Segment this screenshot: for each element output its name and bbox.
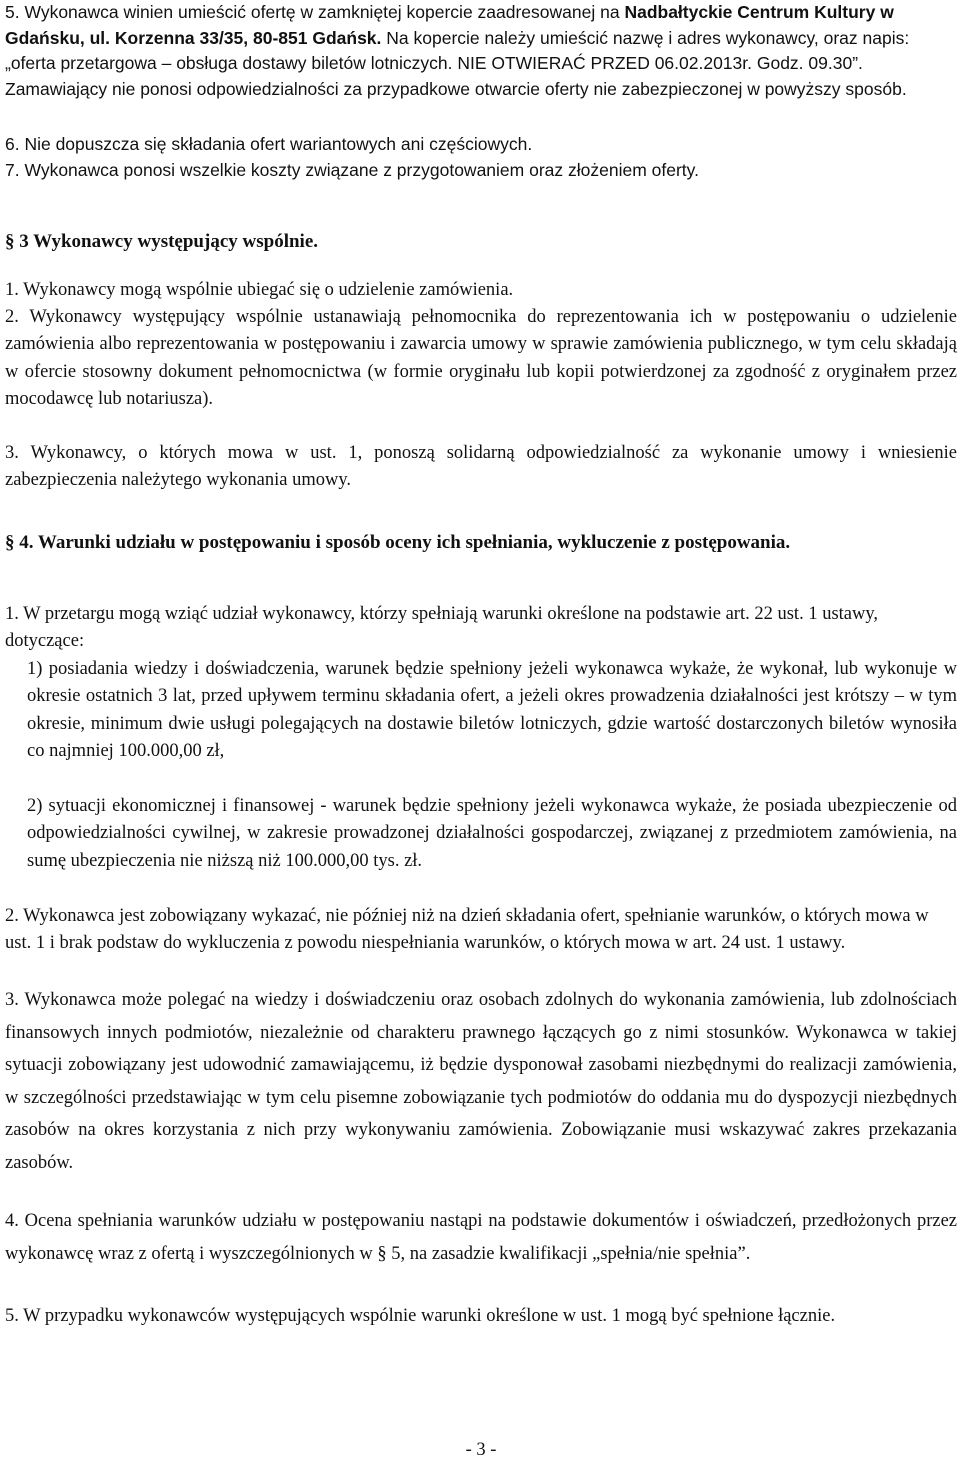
section-3-item-1: 1. Wykonawcy mogą wspólnie ubiegać się o udzielenie zamówienia. <box>5 280 514 300</box>
section-4-item-2: 2. Wykonawca jest zobowiązany wykazać, nie później niż na dzień składania ofert, spełnianie warunków, o których mowa w ust. 1 i brak podstaw do wykluczenia z powodu niespełniania warunków, o których mowa w art. 24 ust. 1 ustawy. <box>5 906 929 954</box>
section-3-item-3: 3. Wykonawcy, o których mowa w ust. 1, ponoszą solidarną odpowiedzialność za wykonanie umowy i wniesienie zabezpieczenia należytego wykonania umowy. <box>5 443 957 491</box>
section-4-heading: § 4. Warunki udziału w postępowaniu i sposób oceny ich spełniania, wykluczenie z postępowania. <box>5 532 791 553</box>
section-4-item-1: 1. W przetargu mogą wziąć udział wykonawcy, którzy spełniają warunki określone na podstawie art. 22 ust. 1 ustawy, dotyczące: <box>5 604 879 652</box>
section-4-item-3: 3. Wykonawca może polegać na wiedzy i doświadczeniu oraz osobach zdolnych do wykonania zamówienia, lub zdolnościach finansowych innych podmiotów, niezależnie od charakteru prawnego łączących go z nimi stosunków. Wykonawca w takiej sytuacji zobowiązany jest udowodnić zamawiającemu, iż będzie dysponował zasobami niezbędnymi do realizacji zamówienia, w szczególności przedstawiając w tym celu pisemne zobowiązanie tych podmiotów do oddania mu do dyspozycji niezbędnych zasobów na okres korzystania z nich przy wykonywaniu zamówienia. Zobowiązanie musi wskazywać zakres przekazania zasobów. <box>5 990 957 1173</box>
section-4-sub-2: 2) sytuacji ekonomicznej i finansowej - warunek będzie spełniony jeżeli wykonawca wykaże, że posiada ubezpieczenie od odpowiedzialności cywilnej, w zakresie prowadzonej działalności gospodarczej, związanej z przedmiotem zamówienia, na sumę ubezpieczenia nie niższą niż 100.000,00 tys. zł. <box>27 796 957 871</box>
paragraph-7: 7. Wykonawca ponosi wszelkie koszty związane z przygotowaniem oraz złożeniem oferty. <box>5 160 699 180</box>
section-3-heading: § 3 Wykonawcy występujący wspólnie. <box>5 231 318 252</box>
section-4-sub-1: 1) posiadania wiedzy i doświadczenia, warunek będzie spełniony jeżeli wykonawca wykaże, że wykonał, lub wykonuje w okresie ostatnich 3 lat, przed upływem terminu składania ofert, a jeżeli okres prowadzenia działalności jest krótszy – w tym okresie, minimum dwie usługi polegających na dostawie biletów lotniczych, gdzie wartość dostarczonych biletów wynosiła co najmniej 100.000,00 zł, <box>27 659 957 761</box>
paragraph-5: 5. Wykonawca winien umieścić ofertę w zamkniętej kopercie zaadresowanej na Nadbałtyckie Centrum Kultury w Gdańsku, ul. Korzenna 33/35, 80-851 Gdańsk. Na kopercie należy umieścić nazwę i adres wykonawcy, oraz napis: „oferta przetargowa – obsługa dostawy biletów lotniczych. NIE OTWIERAĆ PRZED 06.02.2013r. Godz. 09.30”. Zamawiający nie ponosi odpowiedzialności za przypadkowe otwarcie oferty nie zabezpieczonej w powyższy sposób. <box>5 2 910 99</box>
section-4-item-5: 5. W przypadku wykonawców występujących wspólnie warunki określone w ust. 1 mogą być spełnione łącznie. <box>5 1306 836 1326</box>
document-page <box>5 0 957 1467</box>
section-3-item-2: 2. Wykonawcy występujący wspólnie ustanawiają pełnomocnika do reprezentowania ich w postępowaniu o udzielenie zamówienia albo reprezentowania w postępowaniu i zawarcia umowy w sprawie zamówienia publicznego, w tym celu składają w ofercie stosowny dokument pełnomocnictwa (w formie oryginału lub kopii potwierdzonej za zgodność z oryginałem przez mocodawcę lub notariusza). <box>5 307 957 409</box>
page-number: - 3 - <box>465 1440 497 1460</box>
section-4-item-4: 4. Ocena spełniania warunków udziału w postępowaniu nastąpi na podstawie dokumentów i oświadczeń, przedłożonych przez wykonawcę wraz z ofertą i wyszczególnionych w § 5, na zasadzie kwalifikacji „spełnia/nie spełnia”. <box>5 1211 957 1264</box>
address-bold: Nadbałtyckie Centrum Kultury w Gdańsku, ul. Korzenna 33/35, 80-851 Gdańsk. <box>5 2 894 48</box>
paragraph-6: 6. Nie dopuszcza się składania ofert wariantowych ani częściowych. <box>5 134 533 154</box>
